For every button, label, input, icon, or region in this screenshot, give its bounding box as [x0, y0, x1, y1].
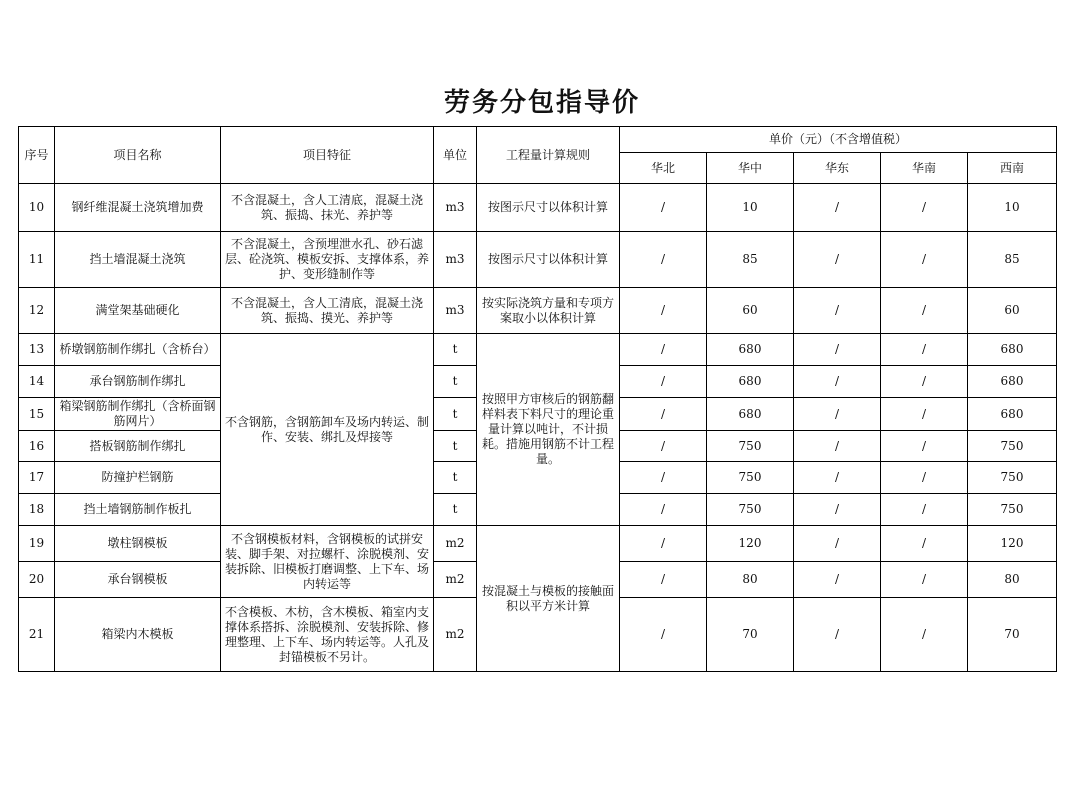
- cell-price: 85: [968, 232, 1057, 288]
- cell-price: 750: [707, 494, 794, 526]
- cell-name: 桥墩钢筋制作绑扎（含桥台）: [55, 334, 221, 366]
- cell-unit: m3: [434, 232, 477, 288]
- cell-name: 钢纤维混凝土浇筑增加费: [55, 184, 221, 232]
- cell-name: 箱梁内木模板: [55, 598, 221, 672]
- cell-rule-formwork-group: 按混凝土与模板的接触面积以平方米计算: [477, 526, 620, 672]
- cell-rule: 按实际浇筑方量和专项方案取小以体积计算: [477, 288, 620, 334]
- cell-unit: t: [434, 431, 477, 462]
- cell-price: 750: [968, 494, 1057, 526]
- cell-price: /: [881, 598, 968, 672]
- cell-price: /: [881, 334, 968, 366]
- cell-name: 满堂架基础硬化: [55, 288, 221, 334]
- header-seq: 序号: [19, 127, 55, 184]
- cell-price: 750: [968, 462, 1057, 494]
- cell-price: 680: [968, 334, 1057, 366]
- cell-price: /: [620, 334, 707, 366]
- cell-price: 80: [968, 562, 1057, 598]
- cell-price: /: [794, 598, 881, 672]
- cell-seq: 16: [19, 431, 55, 462]
- cell-price: /: [620, 288, 707, 334]
- cell-unit: t: [434, 366, 477, 398]
- cell-unit: t: [434, 334, 477, 366]
- cell-price: /: [620, 462, 707, 494]
- cell-price: 750: [707, 462, 794, 494]
- table-row: [19, 288, 1057, 334]
- price-table: [18, 126, 1057, 672]
- cell-price: 60: [707, 288, 794, 334]
- cell-rule: 按图示尺寸以体积计算: [477, 184, 620, 232]
- cell-price: /: [794, 232, 881, 288]
- cell-unit: t: [434, 462, 477, 494]
- cell-feature-steel-formwork: 不含钢模板材料，含钢模板的试拼安装、脚手架、对拉螺杆、涂脱模剂、安装拆除、旧模板打磨调整、上下车、场内转运等: [221, 526, 434, 598]
- cell-seq: 14: [19, 366, 55, 398]
- cell-price: 750: [968, 431, 1057, 462]
- cell-price: /: [794, 494, 881, 526]
- cell-seq: 15: [19, 398, 55, 431]
- cell-name: 防撞护栏钢筋: [55, 462, 221, 494]
- header-region: 华东: [794, 153, 881, 184]
- cell-price: /: [620, 398, 707, 431]
- cell-price: 80: [707, 562, 794, 598]
- cell-seq: 11: [19, 232, 55, 288]
- cell-feature: 不含混凝土，含人工清底，混凝土浇筑、振捣、抹光、养护等: [221, 184, 434, 232]
- cell-name: 墩柱钢模板: [55, 526, 221, 562]
- cell-price: /: [794, 431, 881, 462]
- cell-price: 10: [707, 184, 794, 232]
- cell-price: 680: [707, 398, 794, 431]
- cell-price: /: [794, 526, 881, 562]
- cell-feature: 不含混凝土，含人工清底，混凝土浇筑、振捣、摸光、养护等: [221, 288, 434, 334]
- cell-price: /: [794, 562, 881, 598]
- cell-price: /: [794, 184, 881, 232]
- cell-name: 箱梁钢筋制作绑扎（含桥面钢筋网片）: [55, 398, 221, 431]
- cell-price: /: [881, 494, 968, 526]
- cell-price: 85: [707, 232, 794, 288]
- cell-price: /: [881, 288, 968, 334]
- cell-seq: 17: [19, 462, 55, 494]
- header-row-1: [19, 127, 1057, 153]
- cell-price: /: [881, 184, 968, 232]
- cell-feature: 不含模板、木枋，含木模板、箱室内支撑体系搭拆、涂脱模剂、安装拆除、修理整理、上下车、场内转运等。人孔及封锚模板不另计。: [221, 598, 434, 672]
- cell-seq: 21: [19, 598, 55, 672]
- cell-seq: 20: [19, 562, 55, 598]
- cell-price: /: [881, 462, 968, 494]
- cell-price: /: [881, 526, 968, 562]
- header-price-group: 单价（元）（不含增值税）: [620, 127, 1057, 153]
- cell-price: /: [620, 598, 707, 672]
- header-region: 华南: [881, 153, 968, 184]
- header-unit: 单位: [434, 127, 477, 184]
- header-feature: 项目特征: [221, 127, 434, 184]
- cell-unit: t: [434, 398, 477, 431]
- cell-price: /: [620, 526, 707, 562]
- cell-rule: 按图示尺寸以体积计算: [477, 232, 620, 288]
- header-region: 华北: [620, 153, 707, 184]
- cell-name: 承台钢模板: [55, 562, 221, 598]
- cell-price: /: [794, 288, 881, 334]
- table-row: [19, 334, 1057, 366]
- cell-price: 70: [707, 598, 794, 672]
- cell-feature: 不含混凝土，含预埋泄水孔、砂石滤层、砼浇筑、模板安拆、支撑体系，养护、变形缝制作等: [221, 232, 434, 288]
- cell-price: 60: [968, 288, 1057, 334]
- cell-price: /: [620, 431, 707, 462]
- cell-price: /: [881, 431, 968, 462]
- cell-unit: m3: [434, 184, 477, 232]
- cell-name: 搭板钢筋制作绑扎: [55, 431, 221, 462]
- cell-feature-rebar-group: 不含钢筋，含钢筋卸车及场内转运、制作、安装、绑扎及焊接等: [221, 334, 434, 526]
- cell-unit: m2: [434, 562, 477, 598]
- cell-price: /: [794, 398, 881, 431]
- cell-name: 挡土墙混凝土浇筑: [55, 232, 221, 288]
- cell-name: 承台钢筋制作绑扎: [55, 366, 221, 398]
- cell-unit: m2: [434, 526, 477, 562]
- cell-name: 挡土墙钢筋制作板扎: [55, 494, 221, 526]
- header-region: 华中: [707, 153, 794, 184]
- cell-price: 750: [707, 431, 794, 462]
- cell-seq: 18: [19, 494, 55, 526]
- cell-price: /: [620, 562, 707, 598]
- cell-price: 70: [968, 598, 1057, 672]
- cell-price: 10: [968, 184, 1057, 232]
- cell-price: /: [620, 366, 707, 398]
- header-rule: 工程量计算规则: [477, 127, 620, 184]
- cell-price: 680: [968, 366, 1057, 398]
- cell-price: 120: [707, 526, 794, 562]
- cell-price: /: [620, 184, 707, 232]
- table-row: [19, 526, 1057, 562]
- cell-price: /: [881, 366, 968, 398]
- header-region: 西南: [968, 153, 1057, 184]
- cell-price: /: [794, 366, 881, 398]
- cell-price: /: [794, 334, 881, 366]
- header-name: 项目名称: [55, 127, 221, 184]
- cell-price: /: [794, 462, 881, 494]
- cell-unit: m2: [434, 598, 477, 672]
- table-row: [19, 184, 1057, 232]
- cell-price: /: [881, 232, 968, 288]
- cell-price: /: [881, 562, 968, 598]
- cell-seq: 10: [19, 184, 55, 232]
- cell-price: 680: [968, 398, 1057, 431]
- cell-unit: m3: [434, 288, 477, 334]
- cell-seq: 19: [19, 526, 55, 562]
- cell-price: /: [620, 232, 707, 288]
- cell-unit: t: [434, 494, 477, 526]
- cell-seq: 13: [19, 334, 55, 366]
- page-title: 劳务分包指导价: [443, 88, 640, 118]
- cell-price: /: [881, 398, 968, 431]
- cell-price: 680: [707, 366, 794, 398]
- cell-price: 680: [707, 334, 794, 366]
- table-row: [19, 232, 1057, 288]
- cell-rule-rebar-group: 按照甲方审核后的钢筋翻样料表下料尺寸的理论重量计算以吨计，不计损耗。措施用钢筋不计工程量。: [477, 334, 620, 526]
- cell-seq: 12: [19, 288, 55, 334]
- cell-price: 120: [968, 526, 1057, 562]
- cell-price: /: [620, 494, 707, 526]
